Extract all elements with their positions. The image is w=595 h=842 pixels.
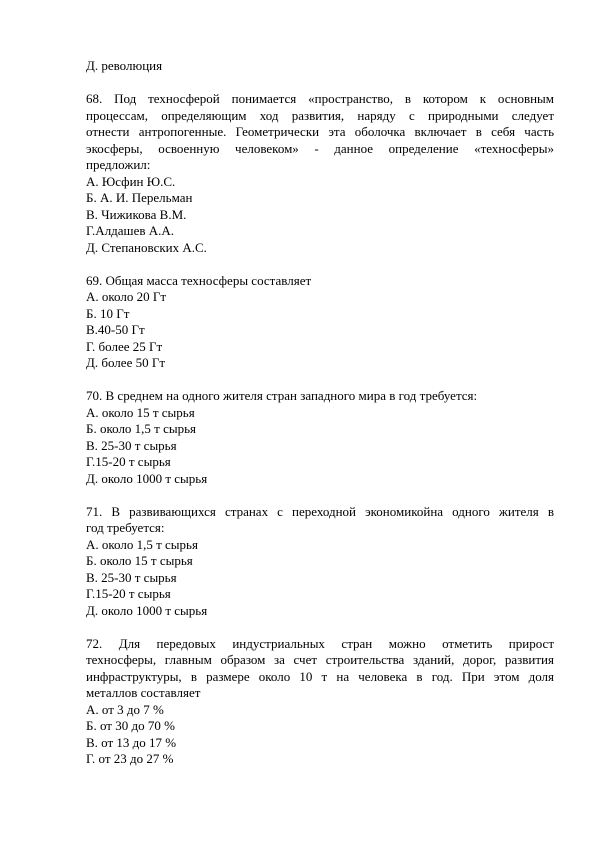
- answer-option: А. около 20 Гт: [86, 289, 167, 304]
- answer-option: Г. от 23 до 27 %: [86, 751, 174, 766]
- answer-option: Д. около 1000 т сырья: [86, 470, 208, 486]
- question-68: [86, 91, 554, 256]
- answer-option: В. от 13 до 17 %: [86, 734, 177, 750]
- question-text-line: 68. Под техносферой понимается «пространство, в котором к основным: [86, 91, 554, 106]
- question-text-line: техносферы, главным образом за счет строительства зданий, дорог, развития: [86, 652, 554, 667]
- question-text-line: металлов составляет: [86, 685, 201, 700]
- answer-option: Б. А. И. Перельман: [86, 190, 193, 205]
- answer-option: В. 25-30 т сырья: [86, 437, 177, 453]
- question-72: [86, 636, 554, 768]
- question-70: [86, 388, 554, 487]
- leading-line: Д. революция: [86, 58, 163, 73]
- question-text-line: предложил:: [86, 157, 151, 172]
- answer-option: А. от 3 до 7 %: [86, 701, 164, 717]
- answer-option: Б. 10 Гт: [86, 305, 130, 321]
- answer-option: Д. Степановских А.С.: [86, 239, 207, 255]
- page-content: [86, 58, 554, 768]
- question-text-line: инфраструктуры, в размере около 10 т на человека в год. При этом доля: [86, 668, 554, 684]
- question-69: [86, 273, 554, 372]
- question-71: [86, 504, 554, 620]
- question-text-line: 72. Для передовых индустриальных стран можно отметить прирост: [86, 635, 554, 651]
- question-text-line: год требуется:: [86, 520, 165, 535]
- question-text-line: 70. В среднем на одного жителя стран западного мира в год требуется:: [86, 388, 478, 403]
- answer-option: Г.15-20 т сырья: [86, 586, 171, 601]
- answer-option: В. 25-30 т сырья: [86, 569, 177, 585]
- question-text-line: отнести антропогенные. Геометрически эта оболочка включает в себя часть: [86, 124, 554, 139]
- answer-option: В.40-50 Гт: [86, 322, 145, 337]
- answer-option: Г. более 25 Гт: [86, 338, 163, 354]
- question-text-line: экосферы, освоенную человеком» - данное определение «техносферы»: [86, 140, 554, 156]
- answer-option: Г.Алдашев А.А.: [86, 223, 175, 238]
- answer-option: Д. около 1000 т сырья: [86, 602, 208, 618]
- answer-option: Б. от 30 до 70 %: [86, 718, 175, 733]
- answer-option: Г.15-20 т сырья: [86, 454, 171, 469]
- answer-option: А. около 1,5 т сырья: [86, 536, 198, 552]
- question-text-line: процессам, определяющим ход развития, наряду с природными следует: [86, 107, 554, 123]
- answer-option: Д. более 50 Гт: [86, 355, 166, 370]
- question-text-line: 69. Общая масса техносферы составляет: [86, 272, 312, 288]
- answer-option: Б. около 15 т сырья: [86, 553, 193, 568]
- answer-option: В. Чижикова В.М.: [86, 206, 187, 222]
- answer-option: А. Юсфин Ю.С.: [86, 173, 176, 189]
- answer-option: А. около 15 т сырья: [86, 404, 195, 420]
- question-text-line: 71. В развивающихся странах с переходной экономикойна одного жителя в: [86, 503, 554, 519]
- answer-option: Б. около 1,5 т сырья: [86, 421, 197, 436]
